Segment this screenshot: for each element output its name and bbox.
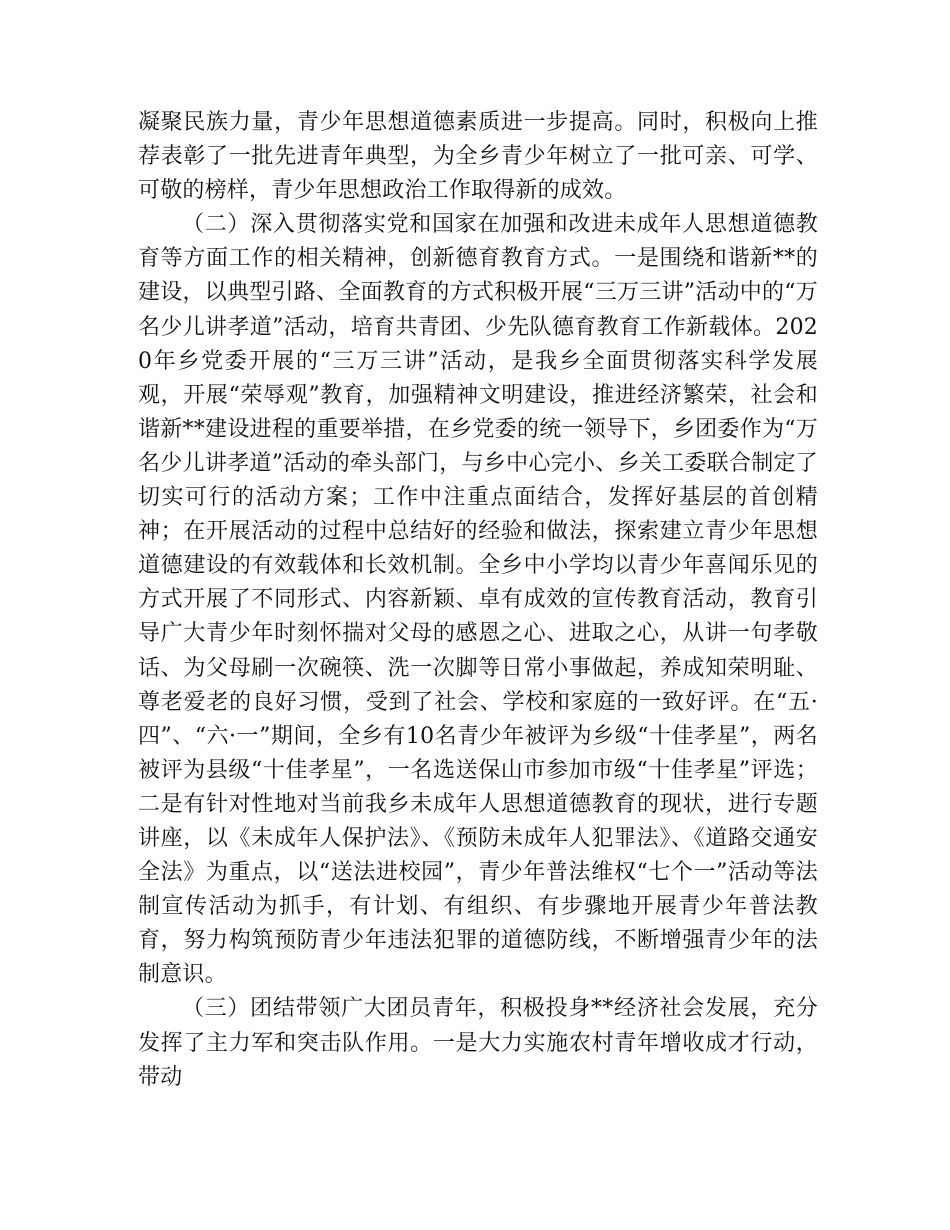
paragraph-3: （三）团结带领广大团员青年，积极投身**经济社会发展，充分发挥了主力军和突击队作用。一是大力实施农村青年增收成才行动，带动 bbox=[138, 996, 818, 1090]
paragraph-2: （二）深入贯彻落实党和国家在加强和改进未成年人思想道德教育等方面工作的相关精神，创新德育教育方式。一是围绕和谐新**的建设，以典型引路、全面教育的方式积极开展“三万三讲”活动中的“万名少儿讲孝道”活动，培育共青团、少先队德育教育工作新载体。2020年乡党委开展的“三万三讲”活动，是我乡全面贯彻落实科学发展观，开展“荣辱观”教育，加强精神文明建设，推进经济繁荣，社会和谐新**建设进程的重要举措，在乡党委的统一领导下，乡团委作为“万名少儿讲孝道”活动的牵头部门，与乡中心完小、乡关工委联合制定了切实可行的活动方案；工作中注重点面结合，发挥好基层的首创精神；在开展活动的过程中总结好的经验和做法，探索建立青少年思想道德建设的有效载体和长效机制。全乡中小学均以青少年喜闻乐见的方式开展了不同形式、内容新颖、卓有成效的宣传教育活动，教育引导广大青少年时刻怀揣对父母的感恩之心、进取之心，从讲一句孝敬话、为父母刷一次碗筷、洗一次脚等日常小事做起，养成知荣明耻、尊老爱老的良好习惯，受到了社会、学校和家庭的一致好评。在“五·四”、“六·一”期间，全乡有10名青少年被评为乡级“十佳孝星”，两名被评为县级“十佳孝星”，一名选送保山市参加市级“十佳孝星”评选；二是有针对性地对当前我乡未成年人思想道德教育的现状，进行专题讲座，以《未成年人保护法》、《预防未成年人犯罪法》、《道路交通安全法》为重点，以“送法进校园”，青少年普法维权“七个一”活动等法制宣传活动为抓手，有计划、有组织、有步骤地开展青少年普法教育，努力构筑预防青少年违法犯罪的道德防线，不断增强青少年的法制意识。 bbox=[138, 212, 818, 988]
document-body bbox=[138, 106, 818, 1095]
paragraph-1: 凝聚民族力量，青少年思想道德素质进一步提高。同时，积极向上推荐表彰了一批先进青年典型，为全乡青少年树立了一批可亲、可学、可敬的榜样，青少年思想政治工作取得新的成效。 bbox=[138, 110, 818, 204]
